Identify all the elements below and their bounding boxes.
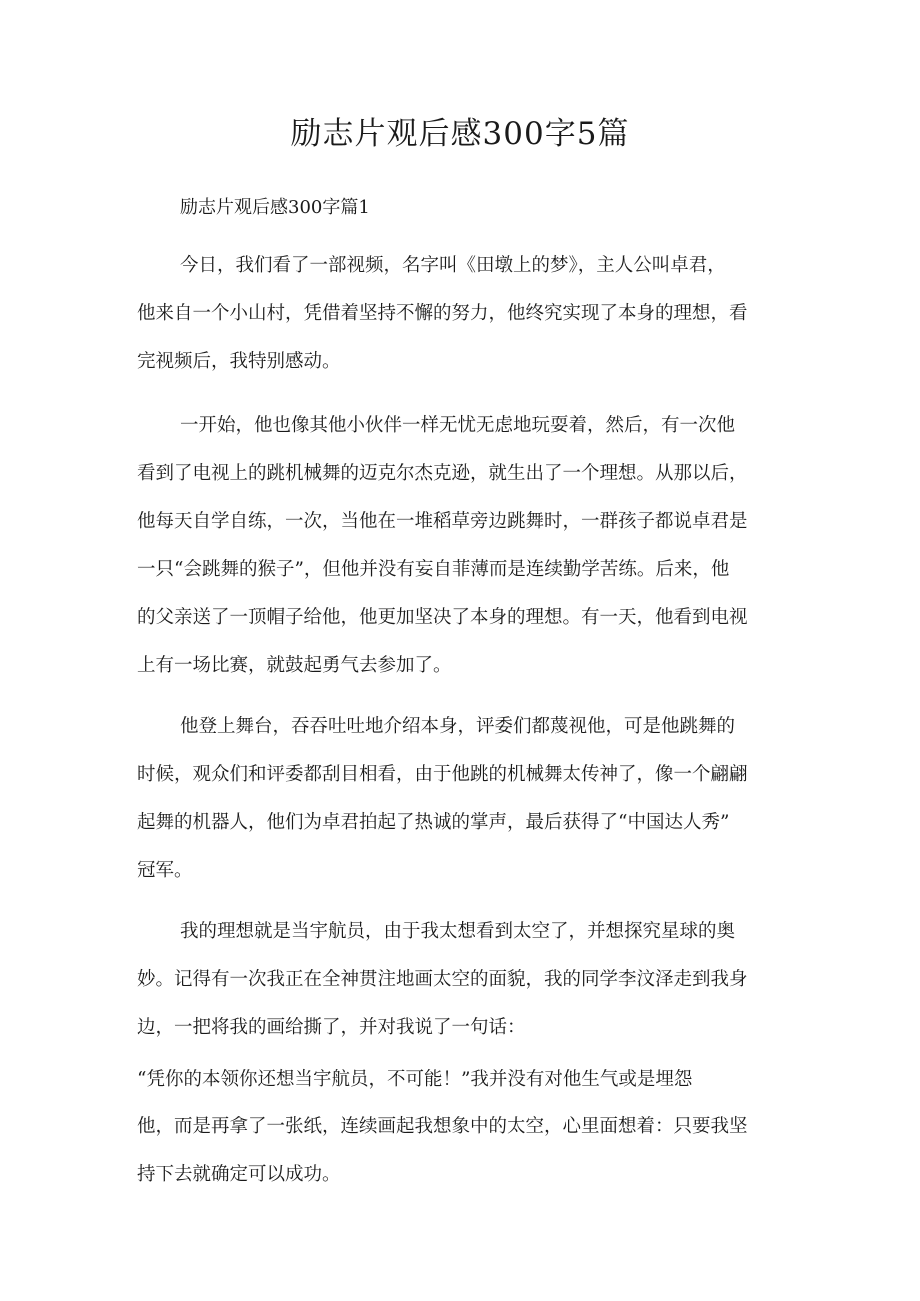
paragraph-4 xyxy=(137,908,807,1052)
paragraph-1 xyxy=(137,242,807,386)
paragraph-line: 冠军。 xyxy=(137,860,193,881)
paragraph-line: 他来自一个小山村，凭借着坚持不懈的努力，他终究实现了本身的理想，看 xyxy=(137,303,748,324)
paragraph-line: 看到了电视上的跳机械舞的迈克尔杰克逊，就生出了一个理想。从那以后， xyxy=(137,463,748,484)
paragraph-line: 起舞的机器人，他们为卓君拍起了热诚的掌声，最后获得了“中国达人秀” xyxy=(137,812,730,833)
paragraph-3 xyxy=(137,703,807,895)
section-subtitle: 励志片观后感300字篇1 xyxy=(180,197,370,218)
paragraph-line: 的父亲送了一顶帽子给他，他更加坚决了本身的理想。有一天，他看到电视 xyxy=(137,607,748,628)
paragraph-line: 一开始，他也像其他小伙伴一样无忧无虑地玩耍着，然后，有一次他 xyxy=(180,415,736,436)
paragraph-line: 边，一把将我的画给撕了，并对我说了一句话： xyxy=(137,1017,526,1038)
paragraph-line: 完视频后，我特别感动。 xyxy=(137,351,341,372)
document-title: 励志片观后感300字5篇 xyxy=(290,116,630,152)
paragraph-line: “凭你的本领你还想当宇航员，不可能！”我并没有对他生气或是埋怨 xyxy=(137,1069,693,1090)
paragraph-line: 我的理想就是当宇航员，由于我太想看到太空了，并想探究星球的奥 xyxy=(180,921,736,942)
paragraph-line: 持下去就确定可以成功。 xyxy=(137,1164,341,1185)
paragraph-line: 他，而是再拿了一张纸，连续画起我想象中的太空，心里面想着：只要我坚 xyxy=(137,1116,748,1137)
paragraph-line: 一只“会跳舞的猴子”，但他并没有妄自菲薄而是连续勤学苦练。后来，他 xyxy=(137,559,730,580)
paragraph-2 xyxy=(137,402,807,690)
paragraph-line: 时候，观众们和评委都刮目相看，由于他跳的机械舞太传神了，像一个翩翩 xyxy=(137,764,748,785)
paragraph-line: 上有一场比赛，就鼓起勇气去参加了。 xyxy=(137,655,452,676)
paragraph-line: 他登上舞台，吞吞吐吐地介绍本身，评委们都蔑视他，可是他跳舞的 xyxy=(180,716,736,737)
paragraph-6 xyxy=(137,1103,807,1199)
paragraph-line: 妙。记得有一次我正在全神贯注地画太空的面貌，我的同学李汶泽走到我身 xyxy=(137,969,748,990)
paragraph-line: 今日，我们看了一部视频，名字叫《田墩上的梦》，主人公叫卓君， xyxy=(180,255,726,276)
paragraph-line: 他每天自学自练，一次，当他在一堆稻草旁边跳舞时，一群孩子都说卓君是 xyxy=(137,511,748,532)
paragraph-5 xyxy=(137,1060,807,1100)
